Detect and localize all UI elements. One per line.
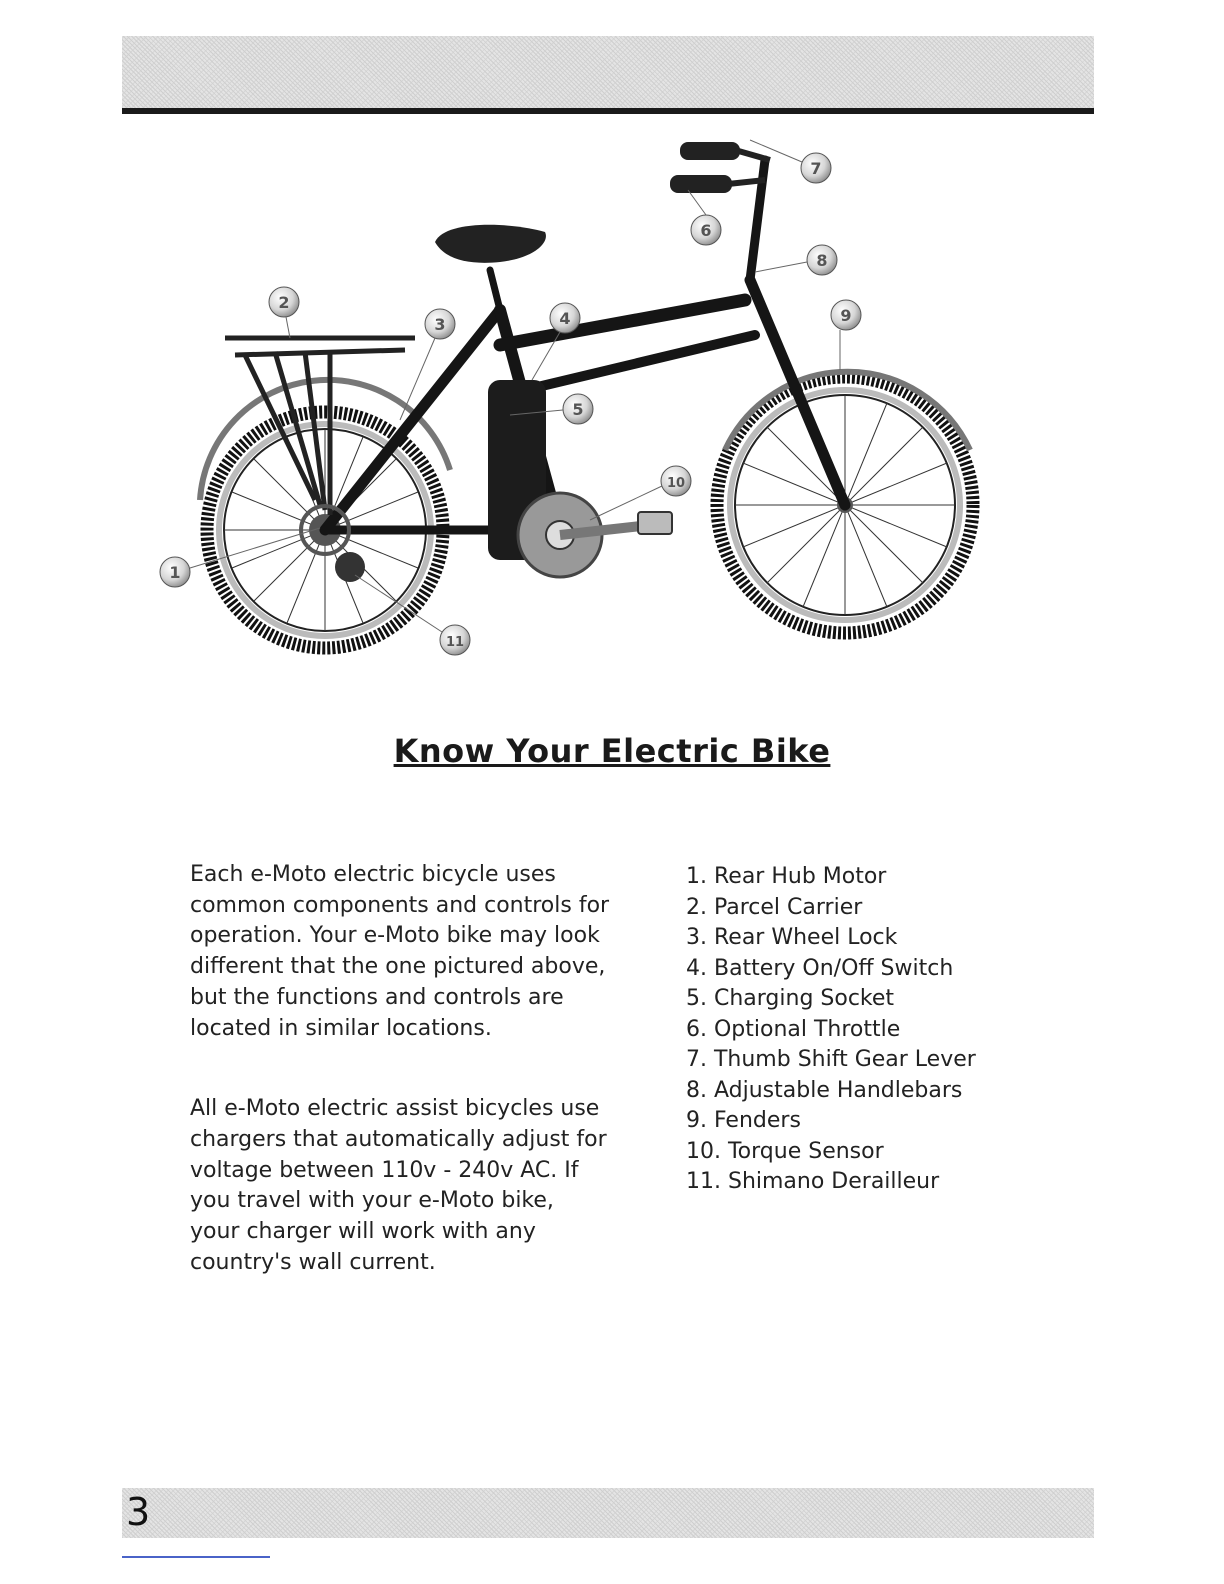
callout-8: 8: [816, 251, 828, 270]
intro-text: [190, 860, 610, 1328]
bike-seat: [435, 225, 546, 263]
part-item: 4. Battery On/Off Switch: [686, 955, 954, 981]
part-item: 8. Adjustable Handlebars: [686, 1077, 963, 1103]
part-item: 11. Shimano Derailleur: [686, 1169, 940, 1194]
callout-10: 10: [666, 476, 686, 491]
part-item: 10. Torque Sensor: [686, 1138, 884, 1164]
callout-5: 5: [572, 400, 584, 419]
bike-illustration: [150, 120, 1030, 680]
footer-link-line: [122, 1556, 270, 1558]
derailleur: [335, 552, 365, 582]
callout-2: 2: [278, 293, 290, 312]
intro-paragraph-1: Each e-Moto electric bicycle uses common components and controls for operation. Your e-Moto bike may look different that the one pictured above, but the functions and controls are located in similar locations.: [190, 862, 610, 1041]
part-item: 3. Rear Wheel Lock: [686, 925, 898, 950]
page-title: Know Your Electric Bike: [393, 732, 831, 770]
callout-1: 1: [169, 563, 181, 582]
footer-band: [122, 1488, 1094, 1538]
part-item: 1. Rear Hub Motor: [686, 864, 887, 889]
bike-frame: [325, 160, 845, 530]
part-item: 2. Parcel Carrier: [686, 894, 863, 920]
handlebars: [670, 142, 770, 193]
callout-11: 11: [445, 635, 465, 650]
callout-3: 3: [434, 315, 446, 334]
part-item: 9. Fenders: [686, 1108, 801, 1133]
part-item: 7. Thumb Shift Gear Lever: [686, 1047, 976, 1072]
page-number: 3: [126, 1490, 151, 1534]
callout-4: 4: [559, 309, 571, 328]
callout-7: 7: [810, 159, 822, 178]
parts-list: [686, 862, 1006, 1198]
intro-paragraph-2: All e-Moto electric assist bicycles use chargers that automatically adjust for voltage between 110v - 240v AC. If you travel with your e-Moto bike, your charger will work with any country's wall current.: [190, 1096, 607, 1275]
header-rule: [122, 108, 1094, 114]
part-item: 5. Charging Socket: [686, 986, 895, 1011]
pedal: [638, 512, 672, 534]
callout-9: 9: [840, 306, 852, 325]
header-band: [122, 36, 1094, 108]
part-item: 6. Optional Throttle: [686, 1016, 901, 1042]
callout-6: 6: [700, 221, 712, 240]
